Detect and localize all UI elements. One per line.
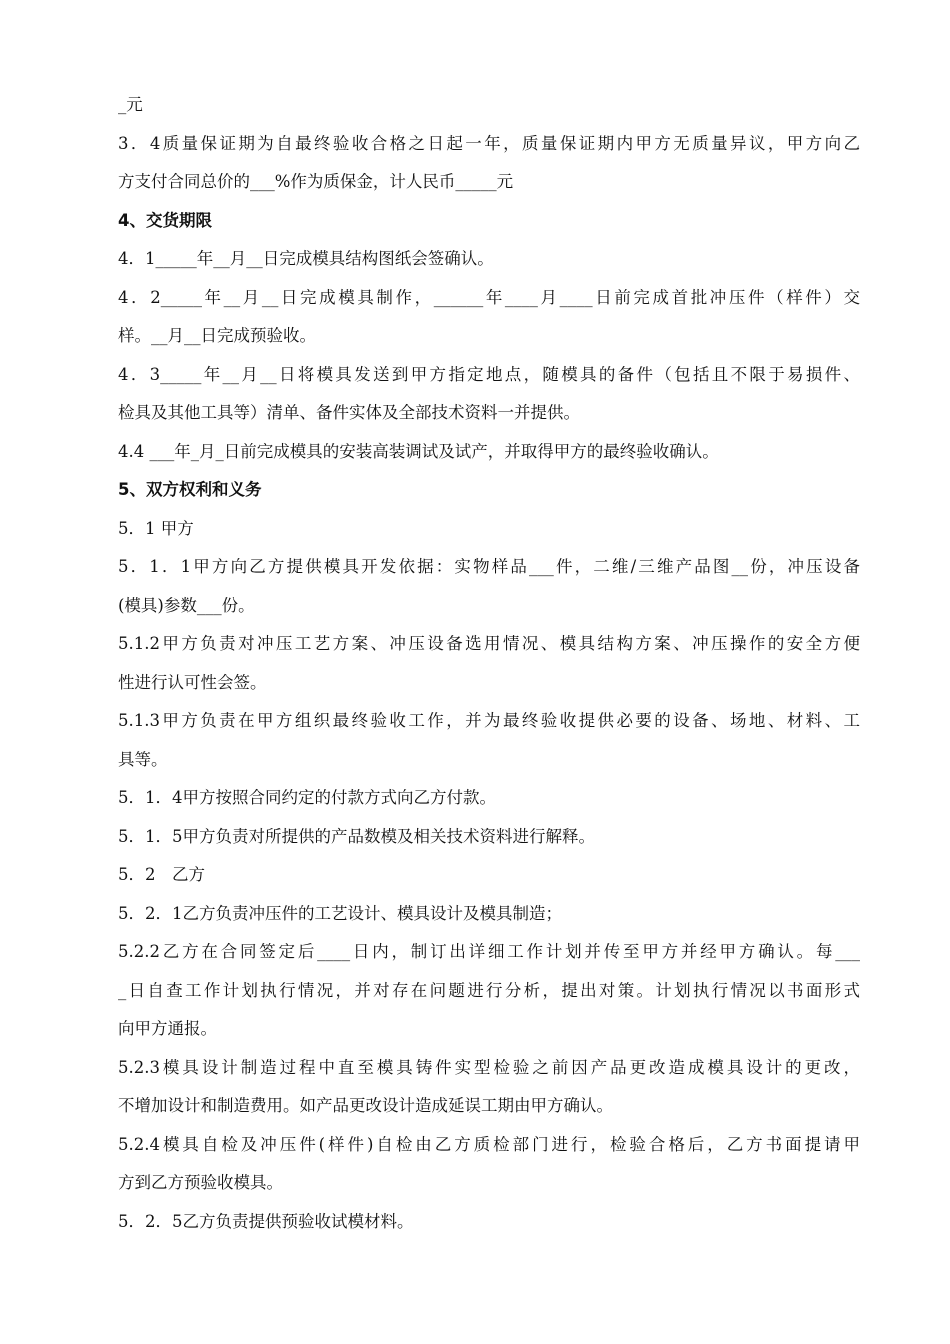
text-line: 4．3_____年__月__日将模具发送到甲方指定地点，随模具的备件（包括且不限于易损件、 [118, 364, 860, 384]
text-line: 检具及其他工具等）清单、备件实体及全部技术资料一并提供。 [118, 403, 580, 422]
text-line: _元 [118, 95, 143, 114]
text-line: (模具)参数___份。 [118, 595, 255, 615]
text-line: 具等。 [118, 749, 168, 769]
text-line: 5．2．1乙方负责冲压件的工艺设计、模具设计及模具制造； [118, 903, 562, 923]
text-line: 样。__月__日完成预验收。 [118, 326, 316, 345]
text-line: 5．1．1甲方向乙方提供模具开发依据：实物样品___件，二维/三维产品图__份，冲压设备 [118, 557, 860, 576]
text-line: 向甲方通报。 [118, 1019, 217, 1038]
text-line: 5.2.4模具自检及冲压件(样件)自检由乙方质检部门进行，检验合格后，乙方书面提请甲 [118, 1134, 860, 1154]
section-heading-rights: 5、双方权利和义务 [118, 480, 262, 499]
document-page [118, 86, 860, 1241]
text-line: 性进行认可性会签。 [118, 672, 267, 692]
text-line: 方支付合同总价的___%作为质保金，计人民币_____元 [118, 172, 514, 191]
text-line: 4．2_____年__月__日完成模具制作，______年____月____日前完成首批冲压件（样件）交 [118, 287, 860, 307]
text-line: 5.1.2甲方负责对冲压工艺方案、冲压设备选用情况、模具结构方案、冲压操作的安全方便 [118, 634, 860, 653]
text-line: 方到乙方预验收模具。 [118, 1173, 283, 1192]
text-line: _日自查工作计划执行情况，并对存在问题进行分析，提出对策。计划执行情况以书面形式 [118, 980, 860, 1000]
text-line: 5．1．5甲方负责对所提供的产品数模及相关技术资料进行解释。 [118, 826, 595, 846]
text-line: 4．1_____年__月__日完成模具结构图纸会签确认。 [118, 249, 494, 268]
subsection-heading-party-a: 5．1 甲方 [118, 518, 194, 538]
text-line: 3．4质量保证期为自最终验收合格之日起一年，质量保证期内甲方无质量异议，甲方向乙 [118, 133, 860, 153]
subsection-heading-party-b: 5．2 乙方 [118, 865, 205, 884]
section-heading-delivery: 4、交货期限 [118, 210, 212, 230]
text-line: 5．1．4甲方按照合同约定的付款方式向乙方付款。 [118, 788, 496, 807]
text-line: 5．2．5乙方负责提供预验收试模材料。 [118, 1211, 414, 1231]
text-line: 不增加设计和制造费用。如产品更改设计造成延误工期由甲方确认。 [118, 1096, 613, 1115]
text-line: 5.2.3模具设计制造过程中直至模具铸件实型检验之前因产品更改造成模具设计的更改， [118, 1057, 860, 1077]
text-line: 5.2.2乙方在合同签定后____日内，制订出详细工作计划并传至甲方并经甲方确认。每___ [118, 942, 860, 961]
text-line: 4.4 ___年_月_日前完成模具的安装高装调试及试产，并取得甲方的最终验收确认。 [118, 441, 719, 461]
text-line: 5.1.3甲方负责在甲方组织最终验收工作，并为最终验收提供必要的设备、场地、材料、工 [118, 711, 860, 730]
